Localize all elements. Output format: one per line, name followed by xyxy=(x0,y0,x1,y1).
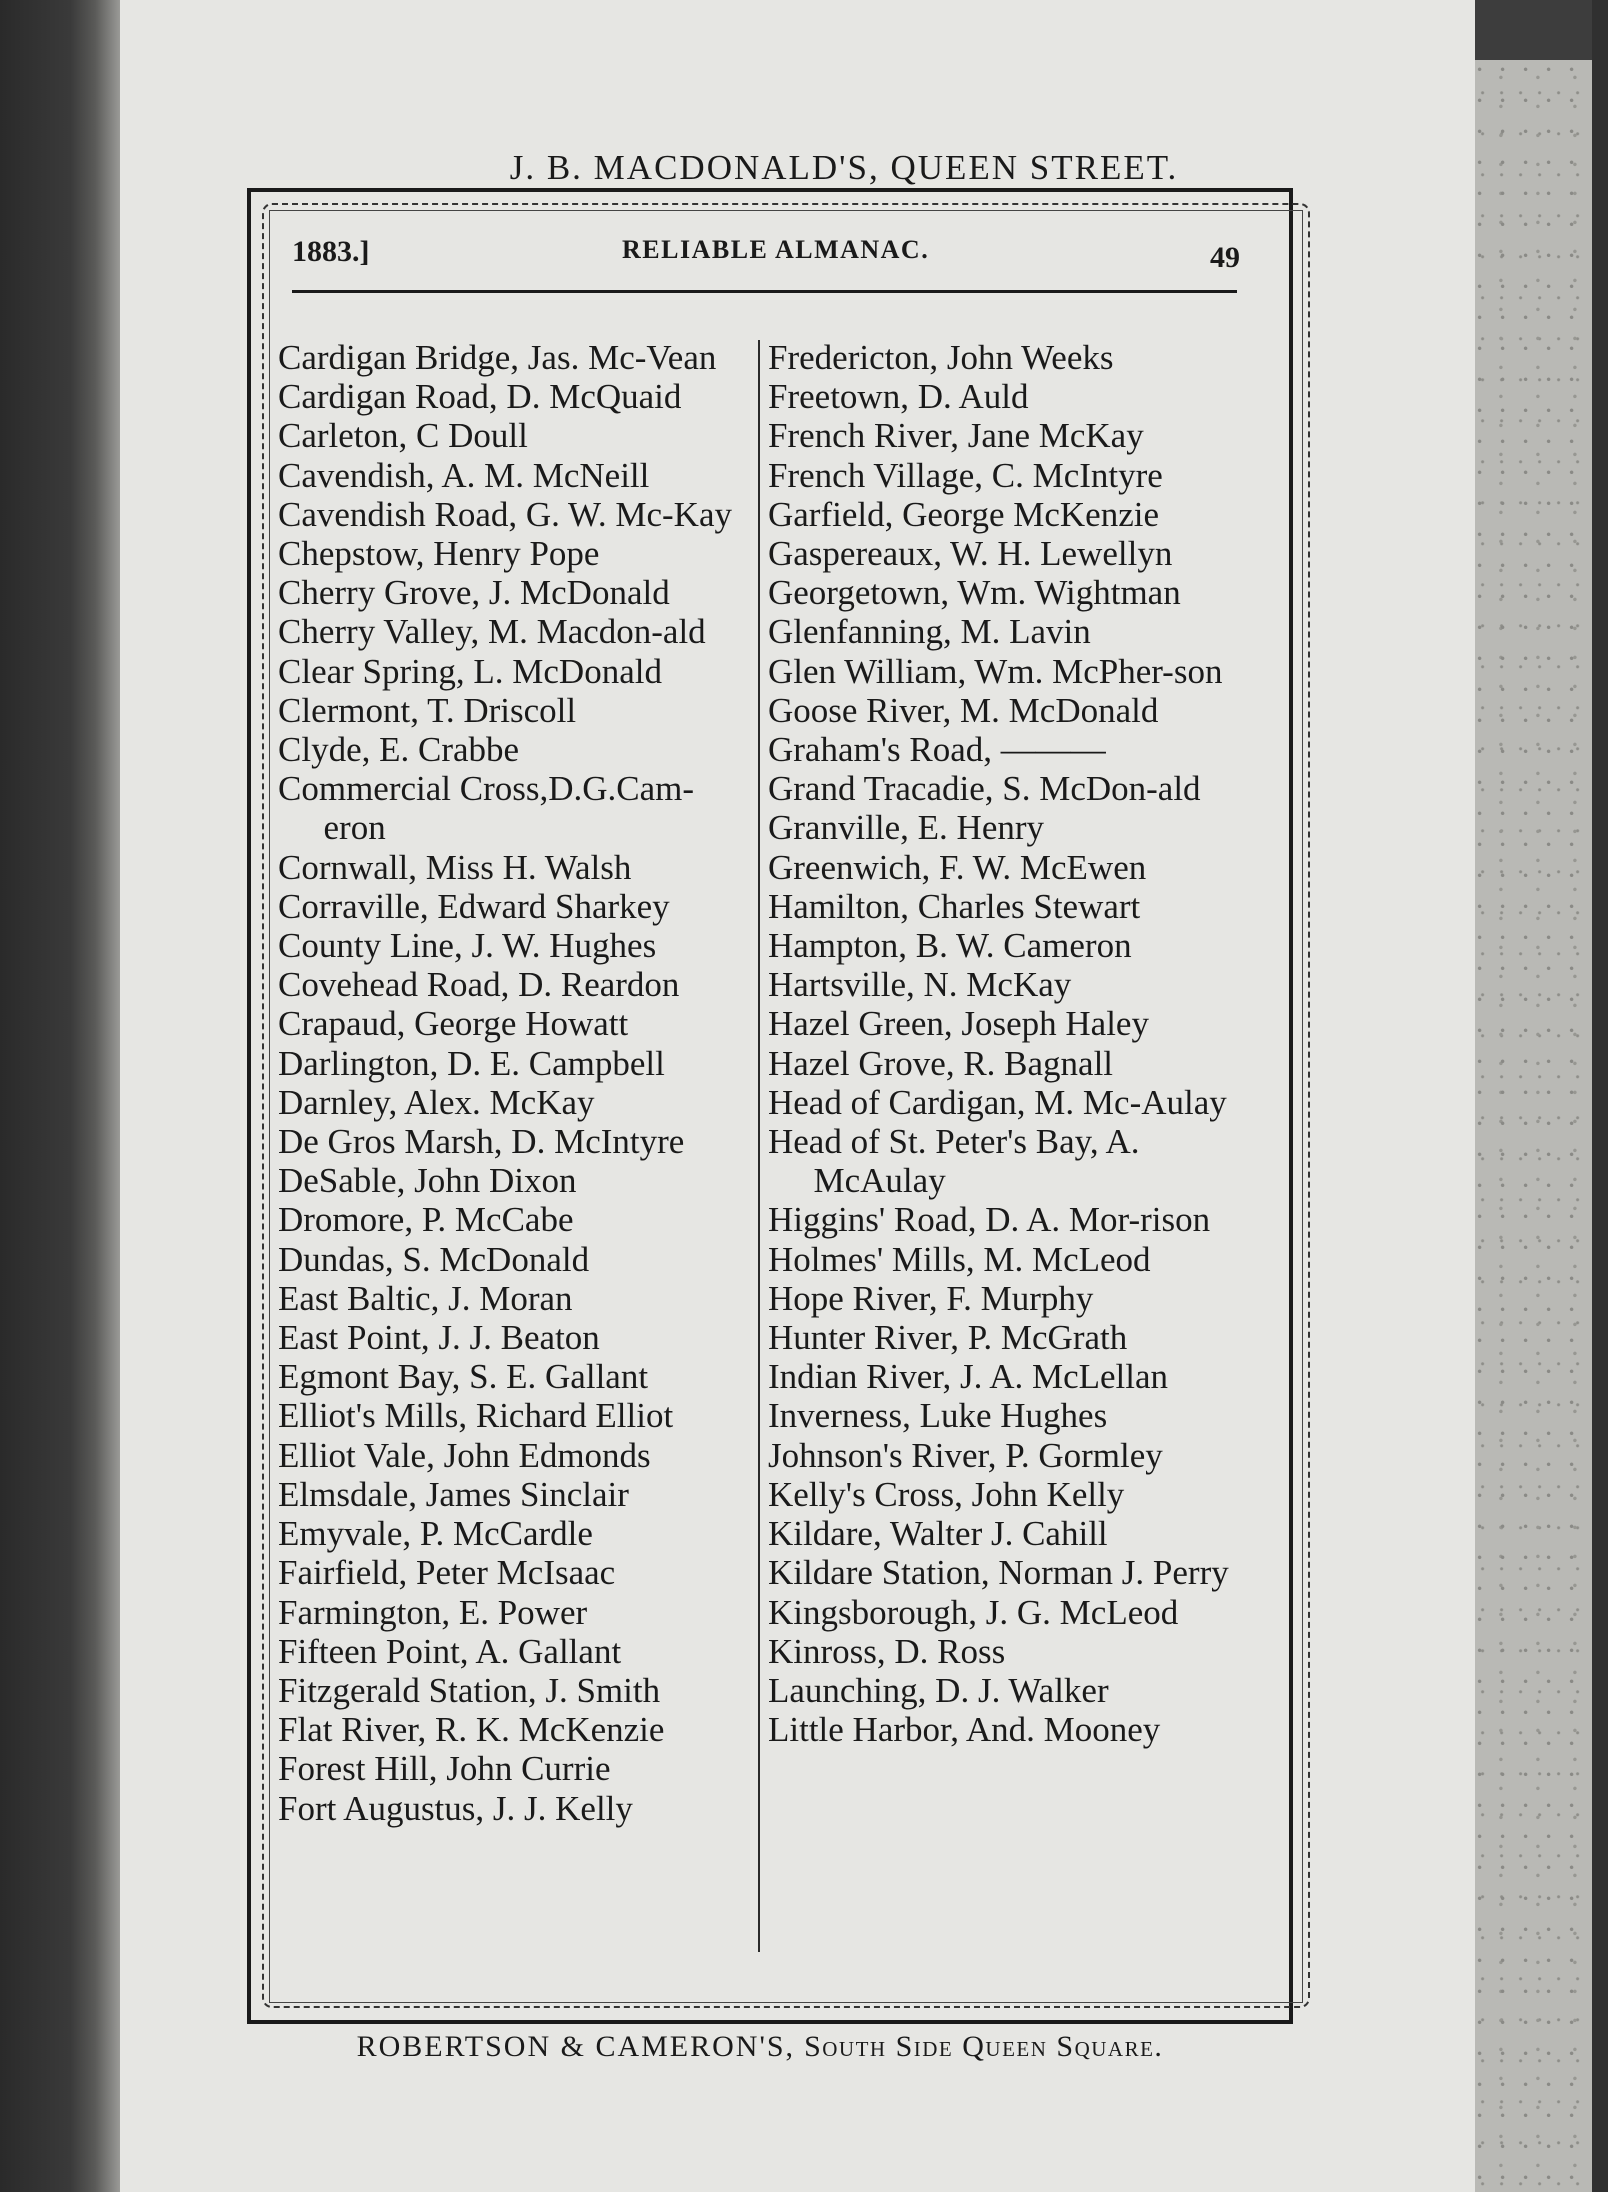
list-item: Covehead Road, D. Reardon xyxy=(278,965,680,1005)
list-item: Head of St. Peter's Bay, A. McAulay xyxy=(768,1122,1140,1201)
list-item: County Line, J. W. Hughes xyxy=(278,926,657,966)
list-item: Corraville, Edward Sharkey xyxy=(278,886,670,926)
column-divider xyxy=(758,340,760,1952)
list-item: Johnson's River, P. Gormley xyxy=(768,1435,1163,1475)
list-item: Fort Augustus, J. J. Kelly xyxy=(278,1788,633,1828)
list-item: Grand Tracadie, S. McDon-ald xyxy=(768,769,1201,809)
scan-background xyxy=(1475,0,1608,60)
list-item: Kildare, Walter J. Cahill xyxy=(768,1514,1108,1554)
list-item: Little Harbor, And. Mooney xyxy=(768,1710,1161,1750)
list-item: Glenfanning, M. Lavin xyxy=(768,612,1091,652)
list-item: Garfield, George McKenzie xyxy=(768,494,1159,534)
list-item: Indian River, J. A. McLellan xyxy=(768,1357,1169,1397)
list-item: Forest Hill, John Currie xyxy=(278,1749,611,1789)
list-item: East Baltic, J. Moran xyxy=(278,1278,573,1318)
list-item: Launching, D. J. Walker xyxy=(768,1670,1109,1710)
list-item: Clyde, E. Crabbe xyxy=(278,730,520,770)
list-item: Gaspereaux, W. H. Lewellyn xyxy=(768,534,1173,574)
list-item: Hartsville, N. McKay xyxy=(768,965,1072,1005)
list-item: East Point, J. J. Beaton xyxy=(278,1318,600,1358)
list-item: French Village, C. McIntyre xyxy=(768,455,1163,495)
list-item: Glen William, Wm. McPher-son xyxy=(768,651,1223,691)
list-item: Cavendish Road, G. W. Mc-Kay xyxy=(278,494,732,534)
header-rule xyxy=(292,290,1237,293)
list-item: Carleton, C Doull xyxy=(278,416,528,456)
list-item: Darlington, D. E. Campbell xyxy=(278,1043,665,1083)
list-item: Hope River, F. Murphy xyxy=(768,1278,1094,1318)
post-office-list-right xyxy=(768,338,1253,1749)
list-item: Greenwich, F. W. McEwen xyxy=(768,847,1147,887)
list-item: Granville, E. Henry xyxy=(768,808,1045,848)
list-item: Dundas, S. McDonald xyxy=(278,1239,590,1279)
running-head-year: 1883.] xyxy=(292,235,370,268)
list-item: Dromore, P. McCabe xyxy=(278,1200,574,1240)
list-item: Georgetown, Wm. Wightman xyxy=(768,573,1181,613)
list-item: Farmington, E. Power xyxy=(278,1592,588,1632)
list-item: Fifteen Point, A. Gallant xyxy=(278,1631,622,1671)
list-item: Clermont, T. Driscoll xyxy=(278,690,577,730)
list-item: Cavendish, A. M. McNeill xyxy=(278,455,650,495)
list-item: Cherry Grove, J. McDonald xyxy=(278,573,670,613)
list-item: Emyvale, P. McCardle xyxy=(278,1514,593,1554)
footer-ad-location: South Side Queen Square. xyxy=(804,2030,1164,2063)
list-item: French River, Jane McKay xyxy=(768,416,1144,456)
list-item: Clear Spring, L. McDonald xyxy=(278,651,662,691)
scan-border-right xyxy=(1592,0,1608,2192)
list-item: Kelly's Cross, John Kelly xyxy=(768,1474,1125,1514)
list-item: Darnley, Alex. McKay xyxy=(278,1082,595,1122)
list-item: Kildare Station, Norman J. Perry xyxy=(768,1553,1229,1593)
list-item: Higgins' Road, D. A. Mor-rison xyxy=(768,1200,1211,1240)
list-item: Head of Cardigan, M. Mc-Aulay xyxy=(768,1082,1227,1122)
list-item: Crapaud, George Howatt xyxy=(278,1004,629,1044)
list-item: Hazel Grove, R. Bagnall xyxy=(768,1043,1114,1083)
post-office-list-left xyxy=(278,338,753,1828)
running-head-title: RELIABLE ALMANAC. xyxy=(622,235,930,264)
book-binding-left xyxy=(0,0,120,2192)
page-number: 49 xyxy=(1210,241,1240,274)
list-item: Egmont Bay, S. E. Gallant xyxy=(278,1357,649,1397)
running-head xyxy=(292,227,1242,287)
list-item: Cornwall, Miss H. Walsh xyxy=(278,847,632,887)
list-item: Elliot's Mills, Richard Elliot xyxy=(278,1396,674,1436)
list-item: Elliot Vale, John Edmonds xyxy=(278,1435,651,1475)
list-item: Commercial Cross,D.G.Cam-eron xyxy=(278,769,695,848)
list-item: Goose River, M. McDonald xyxy=(768,690,1159,730)
footer-ad-name: ROBERTSON & CAMERON'S, xyxy=(356,2030,796,2063)
list-item: Fairfield, Peter McIsaac xyxy=(278,1553,616,1593)
list-item: Inverness, Luke Hughes xyxy=(768,1396,1108,1436)
list-item: Hampton, B. W. Cameron xyxy=(768,926,1132,966)
list-item: Chepstow, Henry Pope xyxy=(278,534,600,574)
header-advertisement: J. B. MACDONALD'S, QUEEN STREET. xyxy=(509,148,1179,187)
list-item: Graham's Road, ——— xyxy=(768,730,1106,770)
list-item: Freetown, D. Auld xyxy=(768,377,1029,417)
list-item: Fitzgerald Station, J. Smith xyxy=(278,1670,661,1710)
list-item: Cardigan Road, D. McQuaid xyxy=(278,377,682,417)
list-item: Fredericton, John Weeks xyxy=(768,338,1114,377)
list-item: DeSable, John Dixon xyxy=(278,1161,577,1201)
list-item: Cardigan Bridge, Jas. Mc-Vean xyxy=(278,338,717,377)
list-item: Hamilton, Charles Stewart xyxy=(768,886,1141,926)
list-item: Hazel Green, Joseph Haley xyxy=(768,1004,1149,1044)
footer-advertisement xyxy=(300,2030,1220,2064)
page-edge-right xyxy=(1475,60,1592,2192)
list-item: Kinross, D. Ross xyxy=(768,1631,1006,1671)
list-item: Hunter River, P. McGrath xyxy=(768,1318,1128,1358)
list-item: Flat River, R. K. McKenzie xyxy=(278,1710,665,1750)
list-item: Holmes' Mills, M. McLeod xyxy=(768,1239,1151,1279)
list-item: Kingsborough, J. G. McLeod xyxy=(768,1592,1179,1632)
list-item: Cherry Valley, M. Macdon-ald xyxy=(278,612,706,652)
list-item: Elmsdale, James Sinclair xyxy=(278,1474,629,1514)
list-item: De Gros Marsh, D. McIntyre xyxy=(278,1122,685,1162)
